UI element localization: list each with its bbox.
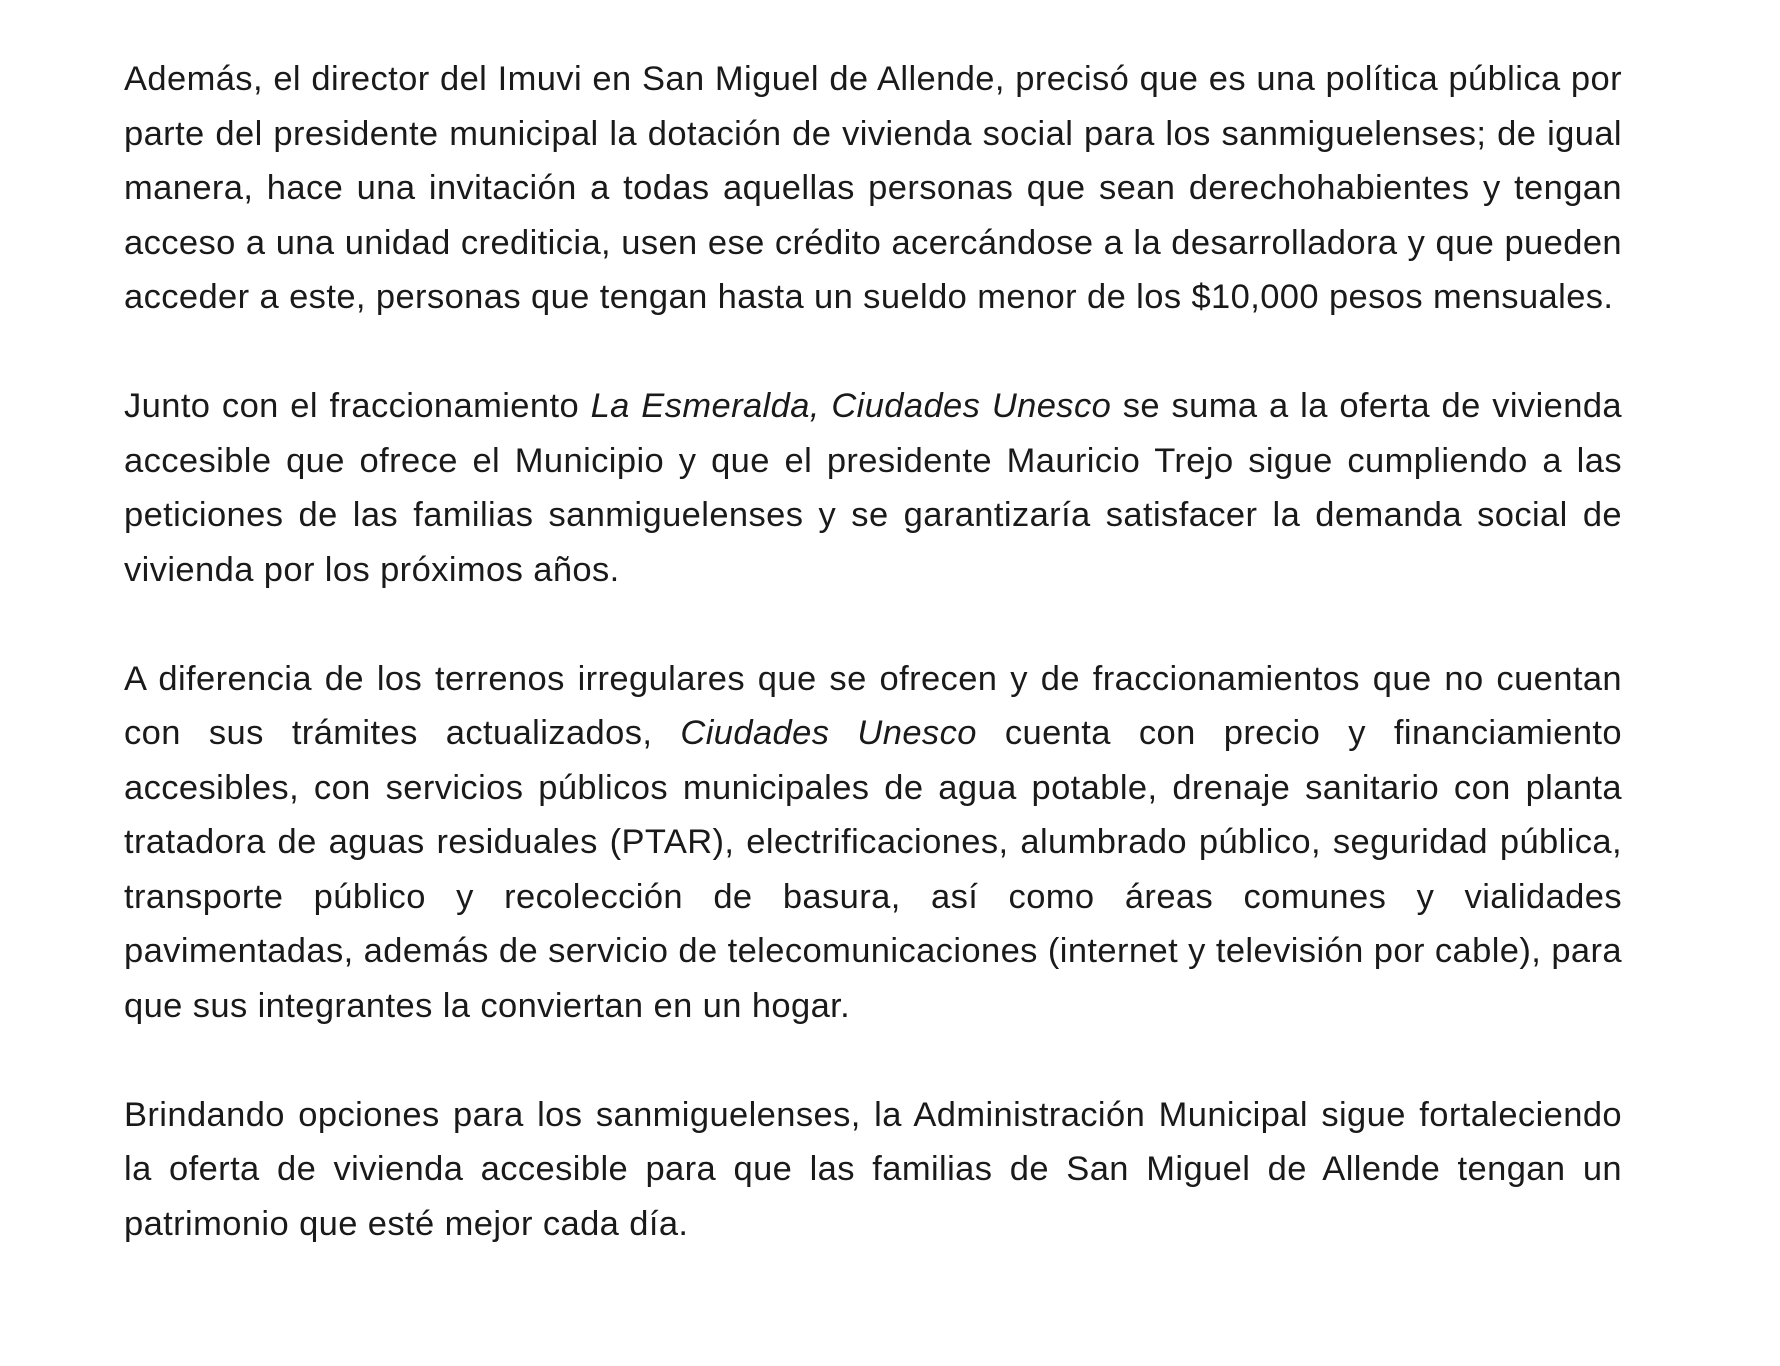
paragraph-esmeralda [124,379,1622,597]
paragraph-text: Además, el director del Imuvi en San Miguel de Allende, precisó que es una política pública por parte del presidente municipal la dotación de vivienda social para los sanmiguelenses; de igual manera, hace una invitación a todas aquellas personas que sean derechohabientes y tengan acceso a una unidad crediticia, usen ese crédito acercándose a la desarrolladora y que pueden acceder a este, personas que tengan hasta un sueldo menor de los $10,000 pesos mensuales. [124,60,1622,316]
paragraph-text-before: Junto con el fraccionamiento [124,387,591,425]
paragraph-text: Brindando opciones para los sanmiguelenses, la Administración Municipal sigue fortaleciendo la oferta de vivienda accesible para que las familias de San Miguel de Allende tengan un patrimonio que esté mejor cada día. [124,1095,1622,1243]
development-name: Ciudades Unesco [680,714,977,752]
paragraph-closing [124,1088,1622,1252]
document-body [124,52,1622,1251]
paragraph-text-before: A diferencia de los terrenos irregulares que se ofrecen y de fraccionamientos que no cuentan con sus trámites actualizados, [124,659,1622,752]
paragraph-imuvi-policy [124,52,1622,325]
paragraph-text-after: cuenta con precio y financiamiento accesibles, con servicios públicos municipales de agua potable, drenaje sanitario con planta tratadora de aguas residuales (PTAR), electrificaciones, alumbrado público, seguridad pública, transporte público y recolección de basura, así como áreas comunes y vialidades pavimentadas, además de servicio de telecomunicaciones (internet y televisión por cable), para que sus integrantes la conviertan en un hogar. [124,714,1622,1025]
paragraph-services [124,652,1622,1034]
development-name: La Esmeralda, Ciudades Unesco [590,387,1112,425]
paragraph-text-after: se suma a la oferta de vivienda accesible que ofrece el Municipio y que el presidente Mauricio Trejo sigue cumpliendo a las peticiones de las familias sanmiguelenses y se garantizaría satisfacer la demanda social de vivienda por los próximos años. [124,387,1622,589]
